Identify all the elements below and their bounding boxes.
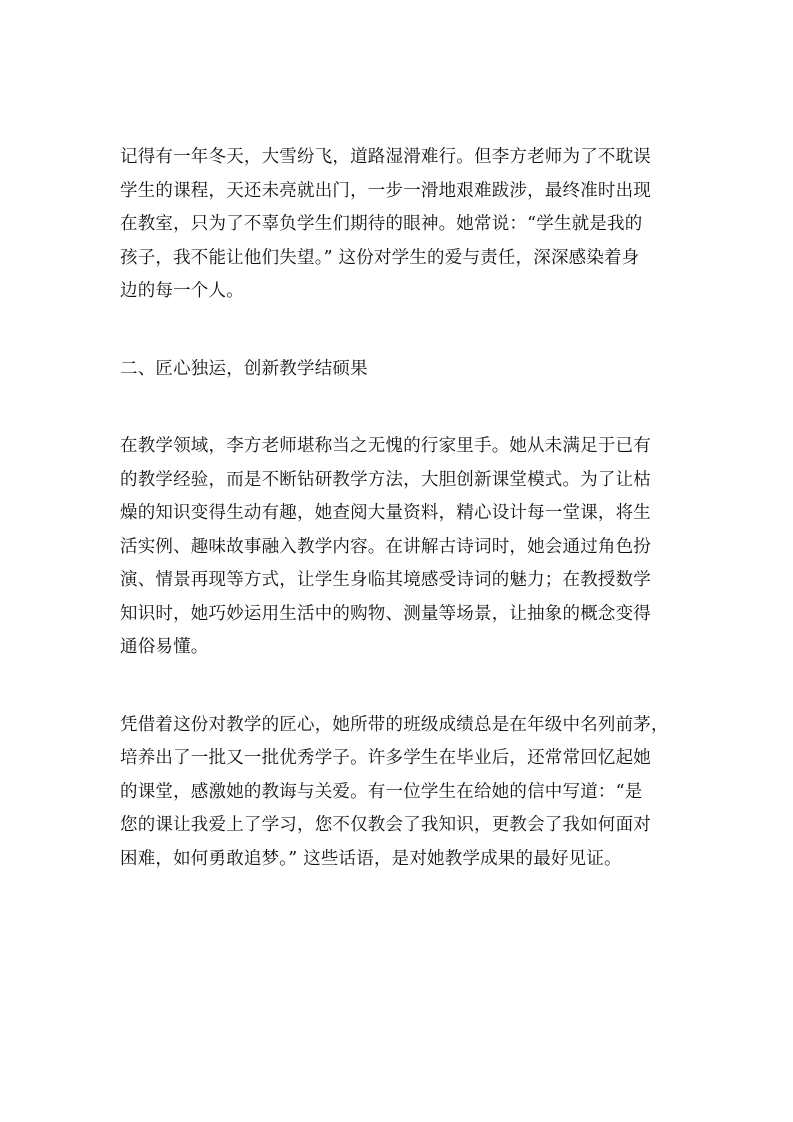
- text-line: 活实例、趣味故事融入教学内容。在讲解古诗词时，她会通过角色扮: [120, 536, 651, 557]
- document-body: [120, 141, 680, 876]
- text-line: 的课堂，感激她的教诲与关爱。有一位学生在给她的信中写道：“是: [120, 781, 643, 802]
- text-line: 演、情景再现等方式，让学生身临其境感受诗词的魅力；在教授数学: [120, 570, 651, 590]
- text-line: 培养出了一批又一批优秀学子。许多学生在毕业后，还常常回忆起她: [120, 748, 651, 768]
- text-line: 知识时，她巧妙运用生活中的购物、测量等场景，让抽象的概念变得: [120, 603, 651, 624]
- paragraph-gap: [120, 665, 680, 709]
- section-heading-text: 二、匠心独运，创新教学结硕果: [120, 358, 368, 379]
- text-line: 困难，如何勇敢追梦。” 这些话语，是对她教学成果的最好见证。: [120, 848, 622, 869]
- text-line: 凭借着这份对教学的匠心，她所带的班级成绩总是在年级中名列前茅，: [120, 714, 669, 735]
- text-line: 燥的知识变得生动有趣，她查阅大量资料，精心设计每一堂课，将生: [120, 503, 651, 523]
- paragraph-teaching-innovation: [120, 430, 680, 665]
- text-line: 记得有一年冬天，大雪纷飞，道路湿滑难行。但李方老师为了不耽误: [120, 147, 651, 167]
- text-line: 的教学经验，而是不断钻研教学方法，大胆创新课堂模式。为了让枯: [120, 469, 651, 490]
- text-line: 边的每一个人。: [120, 281, 244, 301]
- text-line: 孩子，我不能让他们失望。” 这份对学生的爱与责任，深深感染着身: [120, 247, 640, 268]
- text-line: 您的课让我爱上了学习，您不仅教会了我知识，更教会了我如何面对: [120, 815, 651, 835]
- paragraph-snowy-day: [120, 141, 680, 309]
- paragraph-gap: [120, 386, 680, 430]
- text-line: 在教学领域，李方老师堪称当之无愧的行家里手。她从未满足于已有: [120, 436, 651, 456]
- text-line: 在教室，只为了不辜负学生们期待的眼神。她常说：“学生就是我的: [120, 214, 643, 234]
- text-line: 学生的课程，天还未亮就出门，一步一滑地艰难跋涉，最终准时出现: [120, 180, 651, 201]
- paragraph-gap: [120, 309, 680, 353]
- text-line: 通俗易懂。: [120, 637, 209, 657]
- paragraph-teaching-results: [120, 709, 680, 877]
- section-heading: [120, 353, 680, 387]
